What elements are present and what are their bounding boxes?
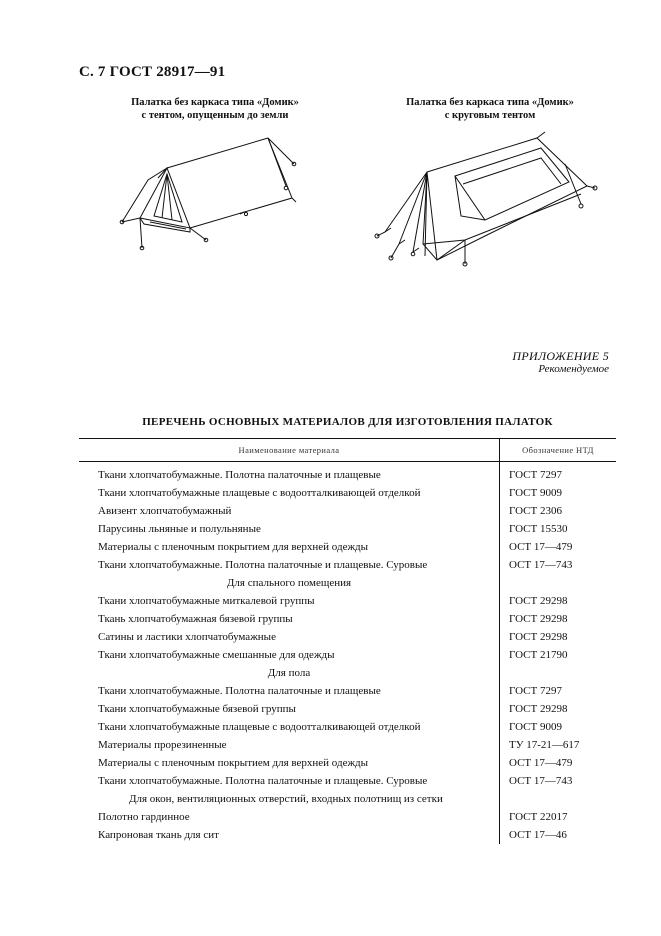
standard-code: ГОСТ 29298 — [500, 700, 617, 718]
section-heading-sleeping: Для спального помещения — [226, 577, 352, 589]
section-heading-floor: Для пола — [267, 667, 311, 679]
standard-code: ГОСТ 9009 — [500, 484, 617, 502]
figure-caption-left — [105, 96, 325, 122]
standard-code: ГОСТ 9009 — [500, 718, 617, 736]
material-name: Ткани хлопчатобумажные бязевой группы — [98, 703, 296, 715]
figure-caption-right-line1: Палатка без каркаса типа «Домик» — [406, 97, 574, 108]
figure-caption-left-line1: Палатка без каркаса типа «Домик» — [131, 97, 299, 108]
material-name: Ткани хлопчатобумажные смешанные для одежды — [98, 649, 335, 661]
standard-code: ГОСТ 7297 — [500, 682, 617, 700]
material-name: Материалы прорезиненные — [98, 739, 227, 751]
material-name: Ткани хлопчатобумажные плащевые с водоотталкивающей отделкой — [98, 487, 421, 499]
standard-code: ГОСТ 21790 — [500, 646, 617, 664]
material-name: Ткани хлопчатобумажные. Полотна палаточные и плащевые. Суровые — [98, 775, 428, 787]
material-name: Парусины льняные и полульняные — [98, 523, 261, 535]
standard-code: ТУ 17-21—617 — [500, 736, 617, 754]
table-row — [79, 610, 616, 628]
table-row — [79, 484, 616, 502]
appendix-block — [512, 350, 609, 376]
header-material-name: Наименование материала — [79, 439, 500, 462]
table-row — [79, 592, 616, 610]
table-row — [79, 502, 616, 520]
table-row — [79, 682, 616, 700]
standard-code: ГОСТ 29298 — [500, 628, 617, 646]
material-name: Ткани хлопчатобумажные. Полотна палаточные и плащевые — [98, 685, 381, 697]
table-row — [79, 826, 616, 844]
table-row — [79, 466, 616, 484]
section-heading-mesh: Для окон, вентиляционных отверстий, входных полотнищ из сетки — [129, 793, 443, 805]
material-name: Материалы с пленочным покрытием для верхней одежды — [98, 757, 369, 769]
material-name: Авизент хлопчатобумажный — [98, 505, 232, 517]
table-row — [79, 520, 616, 538]
header-standard-code: Обозначение НТД — [500, 439, 617, 462]
standard-code: ОСТ 17—479 — [500, 538, 617, 556]
page-header: С. 7 ГОСТ 28917—91 — [79, 64, 226, 80]
appendix-number: ПРИЛОЖЕНИЕ 5 — [512, 349, 609, 363]
table-row — [79, 646, 616, 664]
tent-awning-to-ground-illustration — [110, 130, 320, 255]
table-row — [79, 700, 616, 718]
figure-caption-left-line2: с тентом, опущенным до земли — [141, 110, 289, 121]
material-name: Ткани хлопчатобумажные плащевые с водоотталкивающей отделкой — [98, 721, 421, 733]
material-name: Капроновая ткань для сит — [98, 829, 219, 841]
table-row — [79, 736, 616, 754]
section-row — [79, 664, 616, 682]
table-row — [79, 556, 616, 574]
material-name: Сатины и ластики хлопчатобумажные — [98, 631, 276, 643]
material-name: Ткани хлопчатобумажные. Полотна палаточные и плащевые — [98, 469, 381, 481]
table-row — [79, 538, 616, 556]
table-header-row — [79, 439, 616, 462]
material-name: Ткани хлопчатобумажные миткалевой группы — [98, 595, 315, 607]
appendix-status: Рекомендуемое — [538, 363, 609, 375]
standard-code: ГОСТ 15530 — [500, 520, 617, 538]
standard-code: ГОСТ 7297 — [500, 466, 617, 484]
standard-code: ГОСТ 29298 — [500, 592, 617, 610]
table-row — [79, 772, 616, 790]
table-title: ПЕРЕЧЕНЬ ОСНОВНЫХ МАТЕРИАЛОВ ДЛЯ ИЗГОТОВЛЕНИЯ ПАЛАТОК — [142, 416, 553, 428]
materials-table — [79, 438, 616, 844]
standard-code: ОСТ 17—479 — [500, 754, 617, 772]
standard-code: ГОСТ 22017 — [500, 808, 617, 826]
table-row — [79, 754, 616, 772]
material-name: Ткань хлопчатобумажная бязевой группы — [98, 613, 293, 625]
tent-circular-awning-illustration — [365, 124, 605, 274]
material-name: Полотно гардинное — [98, 811, 190, 823]
table-row — [79, 808, 616, 826]
section-row — [79, 574, 616, 592]
table-row — [79, 628, 616, 646]
figure-caption-right-line2: с круговым тентом — [444, 110, 536, 121]
material-name: Материалы с пленочным покрытием для верхней одежды — [98, 541, 369, 553]
standard-code: ОСТ 17—743 — [500, 772, 617, 790]
standard-code: ГОСТ 2306 — [500, 502, 617, 520]
section-row — [79, 790, 616, 808]
figure-caption-right — [380, 96, 600, 122]
standard-code: ОСТ 17—46 — [500, 826, 617, 844]
table-row — [79, 718, 616, 736]
standard-code: ГОСТ 29298 — [500, 610, 617, 628]
standard-code: ОСТ 17—743 — [500, 556, 617, 574]
material-name: Ткани хлопчатобумажные. Полотна палаточные и плащевые. Суровые — [98, 559, 428, 571]
